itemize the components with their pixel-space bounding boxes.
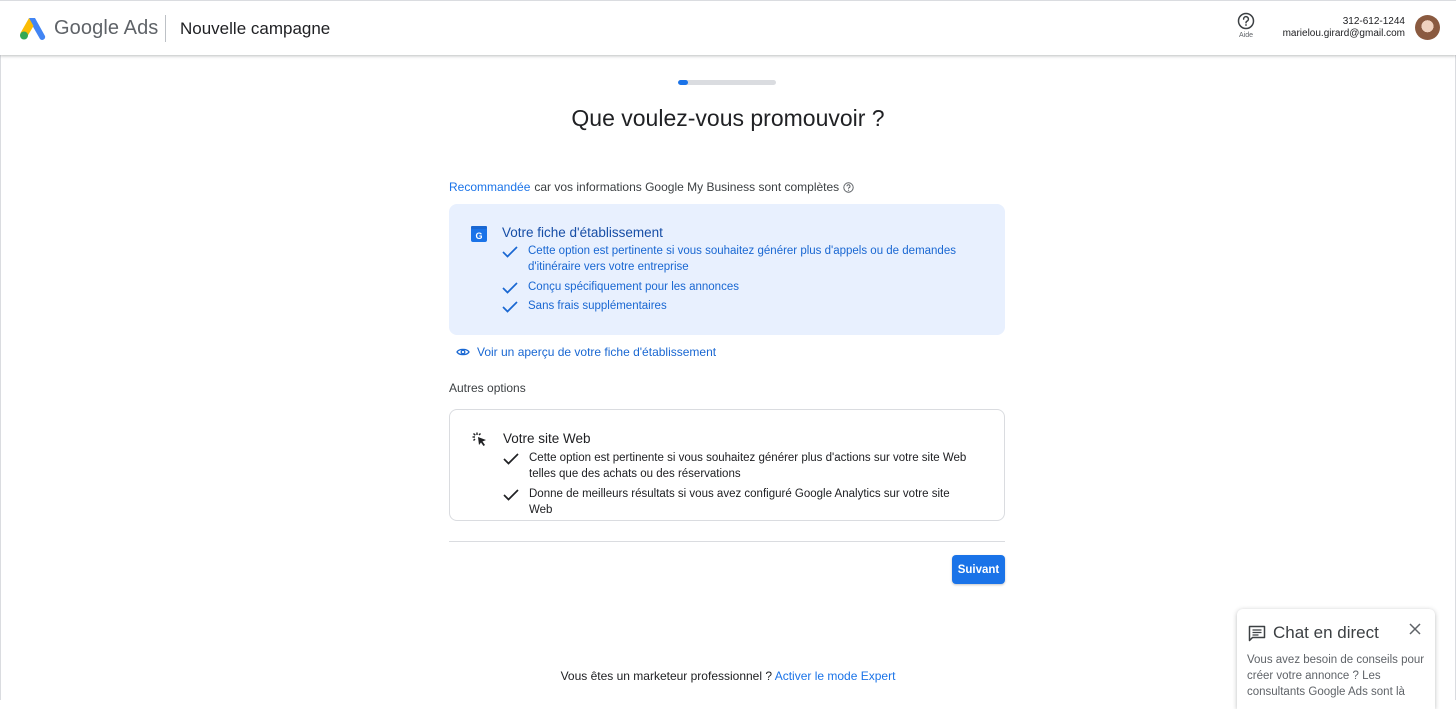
- list-item: [502, 243, 972, 275]
- page-header-title: Nouvelle campagne: [180, 19, 331, 38]
- expert-mode-link[interactable]: Activer le mode Expert: [774, 669, 896, 683]
- chat-body-text: Vous avez besoin de conseils pour créer votre annonce ? Les consultants Google Ads sont là: [1247, 654, 1425, 698]
- benefit-text: Conçu spécifiquement pour les annonces: [528, 280, 739, 293]
- top-header: [0, 0, 1456, 55]
- business-profile-icon: [470, 225, 488, 243]
- account-email: marielou.girard@gmail.com: [1282, 28, 1405, 39]
- list-item: [502, 279, 972, 295]
- list-item: [503, 486, 973, 518]
- recommended-link[interactable]: Recommandée: [449, 180, 531, 194]
- cursor-click-icon: [471, 431, 489, 449]
- check-icon: [502, 246, 518, 258]
- website-benefits: [503, 450, 973, 521]
- preview-link-label: Voir un aperçu de votre fiche d'établissement: [477, 345, 717, 359]
- help-circle-icon: [1237, 12, 1255, 30]
- progress-fill: [678, 80, 688, 85]
- list-item: [503, 450, 973, 482]
- check-icon: [502, 282, 518, 294]
- page-title: Que voulez-vous promouvoir ?: [571, 105, 885, 131]
- account-id: 312-612-1244: [1342, 16, 1405, 27]
- business-profile-benefits: [502, 243, 972, 318]
- benefit-text: Sans frais supplémentaires: [528, 300, 667, 312]
- list-item: [502, 298, 972, 314]
- close-icon[interactable]: [1409, 623, 1421, 635]
- check-icon: [503, 489, 519, 501]
- option-website-card[interactable]: [449, 409, 1005, 521]
- brand-name[interactable]: Google Ads: [54, 17, 159, 39]
- live-chat-panel[interactable]: [1237, 609, 1435, 709]
- chat-icon: [1248, 625, 1266, 642]
- user-avatar[interactable]: [1415, 15, 1440, 40]
- other-options-label: Autres options: [449, 381, 526, 395]
- option-business-profile-card[interactable]: [449, 204, 1005, 335]
- check-icon: [502, 301, 518, 313]
- info-icon[interactable]: [843, 182, 854, 193]
- help-label: Aide: [1238, 32, 1253, 39]
- benefit-text: Donne de meilleurs résultats si vous avez configuré Google Analytics sur votre site Web: [529, 487, 950, 516]
- recommendation-line: [449, 180, 854, 194]
- benefit-text: Cette option est pertinente si vous souhaitez générer plus d'actions sur votre site Web telles que des achats ou des réservations: [529, 452, 967, 480]
- eye-icon: [456, 347, 470, 357]
- check-icon: [503, 453, 519, 465]
- header-divider: [165, 15, 166, 42]
- next-button[interactable]: Suivant: [952, 555, 1005, 584]
- business-profile-title: Votre fiche d'établissement: [502, 225, 663, 240]
- recommended-text: car vos informations Google My Business sont complètes: [534, 180, 840, 194]
- preview-business-profile-link[interactable]: [456, 345, 716, 359]
- divider: [449, 541, 1005, 542]
- help-button[interactable]: [1232, 12, 1260, 39]
- website-title: Votre site Web: [503, 431, 591, 446]
- benefit-text: Cette option est pertinente si vous souhaitez générer plus d'appels ou de demandes d'itinéraire vers votre entreprise: [528, 245, 956, 273]
- chat-title: Chat en direct: [1273, 623, 1379, 642]
- progress-bar: [678, 80, 776, 85]
- google-ads-logo[interactable]: [19, 17, 46, 40]
- svg-text:G: G: [475, 231, 483, 241]
- account-info[interactable]: [1283, 16, 1405, 40]
- expert-mode-text: Vous êtes un marketeur professionnel ?: [560, 669, 773, 683]
